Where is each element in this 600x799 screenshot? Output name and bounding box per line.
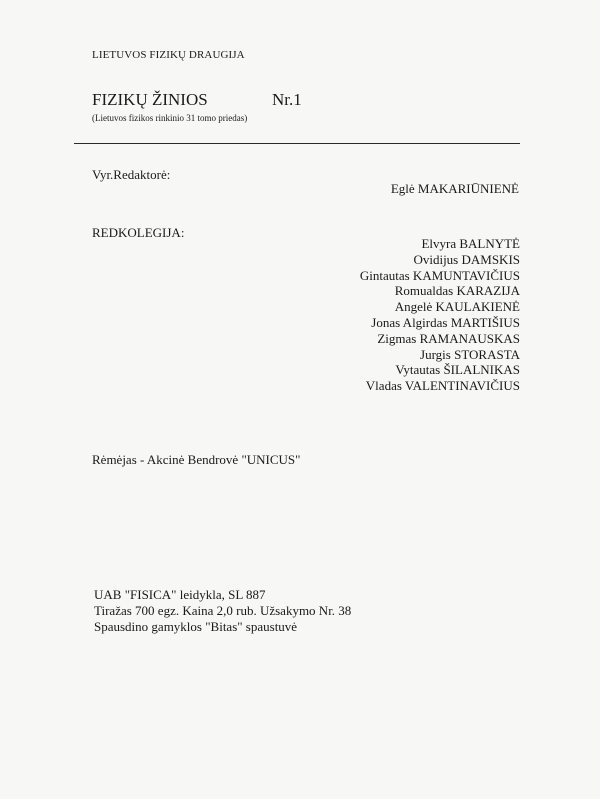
board-member: Romualdas KARAZIJA <box>394 283 520 299</box>
header-divider <box>74 143 520 144</box>
board-member: Vytautas ŠILALNIKAS <box>395 362 520 378</box>
editor-label: Vyr.Redaktorė: <box>92 167 171 182</box>
board-member: Angelė KAULAKIENĖ <box>394 299 520 315</box>
editor-name: Eglė MAKARIŪNIENĖ <box>390 181 519 196</box>
publication-subtitle: (Lietuvos fizikos rinkinio 31 tomo priedas) <box>92 113 248 123</box>
imprint-print-run: Tiražas 700 egz. Kaina 2,0 rub. Užsakymo Nr. 38 <box>94 603 352 618</box>
society-name: LIETUVOS FIZIKŲ DRAUGIJA <box>92 49 245 61</box>
imprint-printer: Spausdino gamyklos "Bitas" spaustuvė <box>94 619 298 634</box>
publication-title: FIZIKŲ ŽINIOS <box>92 90 208 109</box>
board-member: Vladas VALENTINAVIČIUS <box>365 378 520 394</box>
sponsor-line: Rėmėjas - Akcinė Bendrovė "UNICUS" <box>92 452 301 467</box>
imprint-block <box>94 587 351 635</box>
board-member: Ovidijus DAMSKIS <box>413 251 520 267</box>
board-member: Gintautas KAMUNTAVIČIUS <box>359 267 520 283</box>
board-member: Elvyra BALNYTĖ <box>421 236 520 251</box>
board-member: Zigmas RAMANAUSKAS <box>377 330 520 346</box>
issue-number: Nr.1 <box>272 90 302 109</box>
board-members-list <box>360 236 520 394</box>
board-member: Jonas Algirdas MARTIŠIUS <box>371 314 520 330</box>
board-label: REDKOLEGIJA: <box>92 225 185 240</box>
imprint-publisher: UAB "FISICA" leidykla, SL 887 <box>94 587 266 602</box>
board-member: Jurgis STORASTA <box>420 346 520 362</box>
